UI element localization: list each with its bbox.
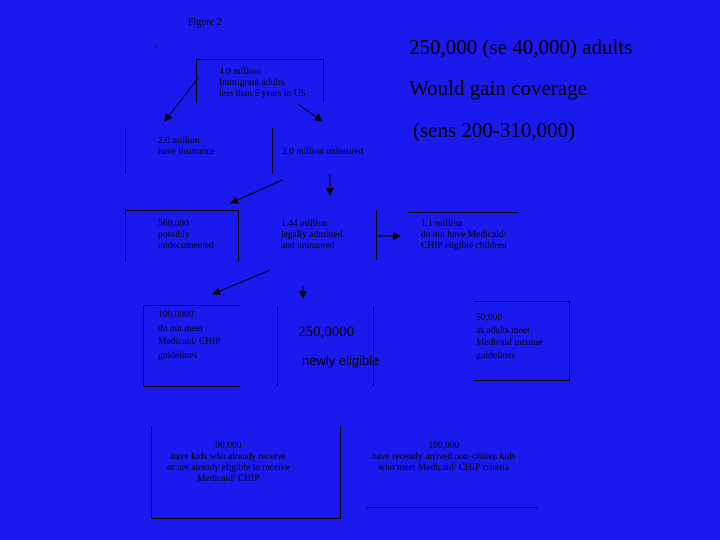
arrow-legal-to-not-meet bbox=[213, 270, 270, 294]
node-eligible-count: 250,0000 bbox=[298, 324, 355, 340]
node-recent-kids-text: 100,000 have recently arrived non-citizen kids who meet Medicaid/ CHIP criteria bbox=[372, 441, 516, 473]
summary-line-3: (sens 200-310,000) bbox=[413, 118, 576, 142]
figure-label: Figure 2 bbox=[188, 17, 222, 28]
node-kids-receive-text: 90,000 have kids who already receive or are already eligible to receive Medicaid/ CHIP bbox=[167, 441, 290, 484]
node-eligible-label: newly eligible bbox=[302, 353, 380, 368]
node-as-adults: 50,000 as adults meet Medicaid income guidelines bbox=[476, 313, 543, 361]
summary-line-2: Would gain coverage bbox=[409, 76, 587, 100]
node-immigrants: 4.0 million Immigrant adults less than 5 years in US bbox=[219, 67, 306, 99]
node-undocumented: 560,000 possibly undocumented bbox=[158, 219, 214, 251]
summary-line-1: 250,000 (se 40,000) adults bbox=[409, 35, 633, 59]
node-not-meet: 100,0000 do not meet Medicaid/ CHIP guidelines bbox=[158, 310, 221, 361]
arrow-immigrants-to-insured bbox=[165, 78, 198, 121]
node-recent-kids bbox=[372, 441, 516, 474]
node-no-kids: 1.1 million do not have Medicaid/ CHIP eligible children bbox=[421, 219, 507, 251]
arrow-uninsured-to-undocumented bbox=[231, 180, 282, 203]
node-kids-receive bbox=[167, 441, 290, 485]
stray-dot: . bbox=[155, 40, 158, 50]
arrow-immigrants-to-uninsured bbox=[298, 104, 322, 121]
node-uninsured: 2.0 million uninsured bbox=[282, 147, 364, 157]
node-insured: 2.0 million have insurance bbox=[158, 136, 215, 157]
node-legal: 1.44 million legally admitted and uninsured bbox=[281, 219, 343, 251]
